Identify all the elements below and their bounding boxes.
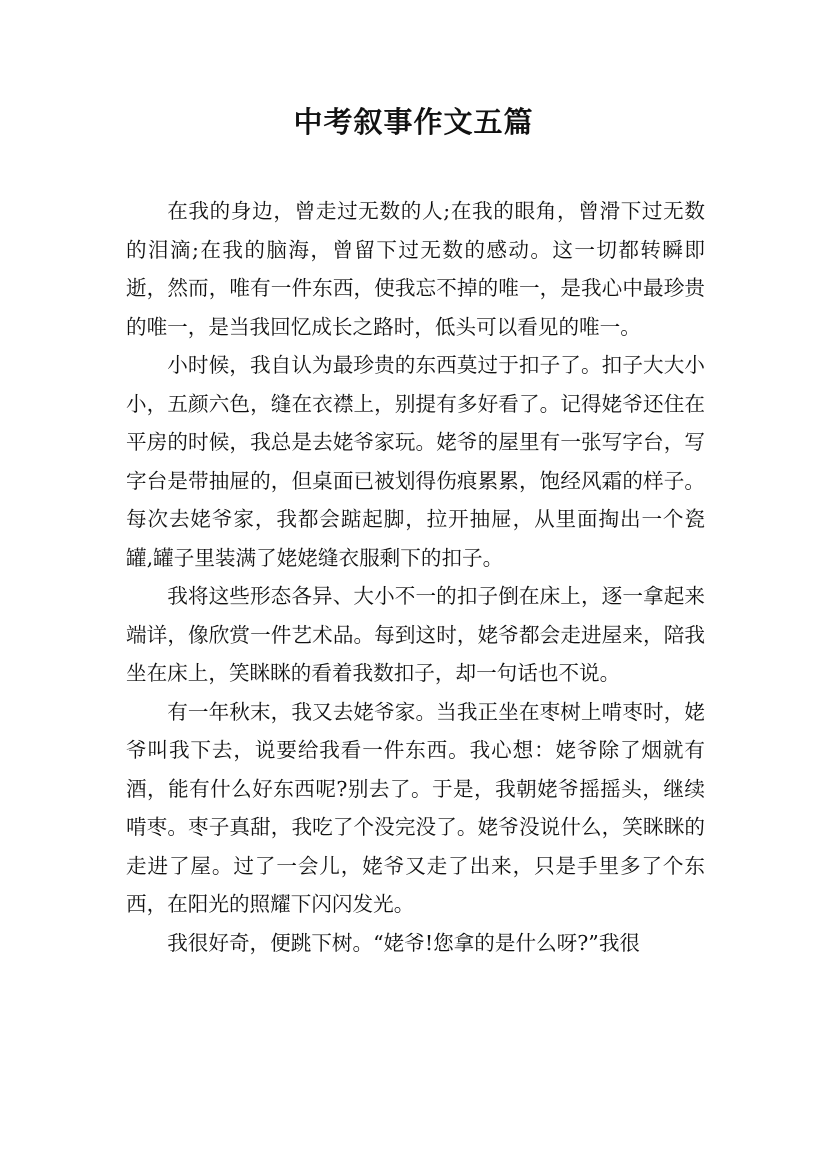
document-body — [126, 192, 705, 962]
document-title: 中考叙事作文五篇 — [293, 105, 534, 139]
paragraph: 在我的身边，曾走过无数的人;在我的眼角，曾滑下过无数的泪滴;在我的脑海，曾留下过无数的感动。这一切都转瞬即逝，然而，唯有一件东西，使我忘不掉的唯一，是我心中最珍贵的唯一，是当我回忆成长之路时，低头可以看见的唯一。 — [126, 199, 705, 339]
paragraph: 我将这些形态各异、大小不一的扣子倒在床上，逐一拿起来端详，像欣赏一件艺术品。每到这时，姥爷都会走进屋来，陪我坐在床上，笑眯眯的看着我数扣子，却一句话也不说。 — [126, 584, 705, 685]
paragraph: 有一年秋末，我又去姥爷家。当我正坐在枣树上啃枣时，姥爷叫我下去，说要给我看一件东西。我心想：姥爷除了烟就有酒，能有什么好东西呢?别去了。于是，我朝姥爷摇摇头，继续啃枣。枣子真甜，我吃了个没完没了。姥爷没说什么，笑眯眯的走进了屋。过了一会儿，姥爷又走了出来，只是手里多了个东西，在阳光的照耀下闪闪发光。 — [126, 699, 705, 916]
paragraph: 我很好奇，便跳下树。“姥爷!您拿的是什么呀?”我很 — [167, 930, 641, 955]
paragraph: 小时候，我自认为最珍贵的东西莫过于扣子了。扣子大大小小，五颜六色，缝在衣襟上，别提有多好看了。记得姥爷还住在平房的时候，我总是去姥爷家玩。姥爷的屋里有一张写字台，写字台是带抽屉的，但桌面已被划得伤痕累累，饱经风霜的样子。每次去姥爷家，我都会踮起脚，拉开抽屉，从里面掏出一个瓷罐,罐子里装满了姥姥缝衣服剩下的扣子。 — [126, 353, 705, 570]
